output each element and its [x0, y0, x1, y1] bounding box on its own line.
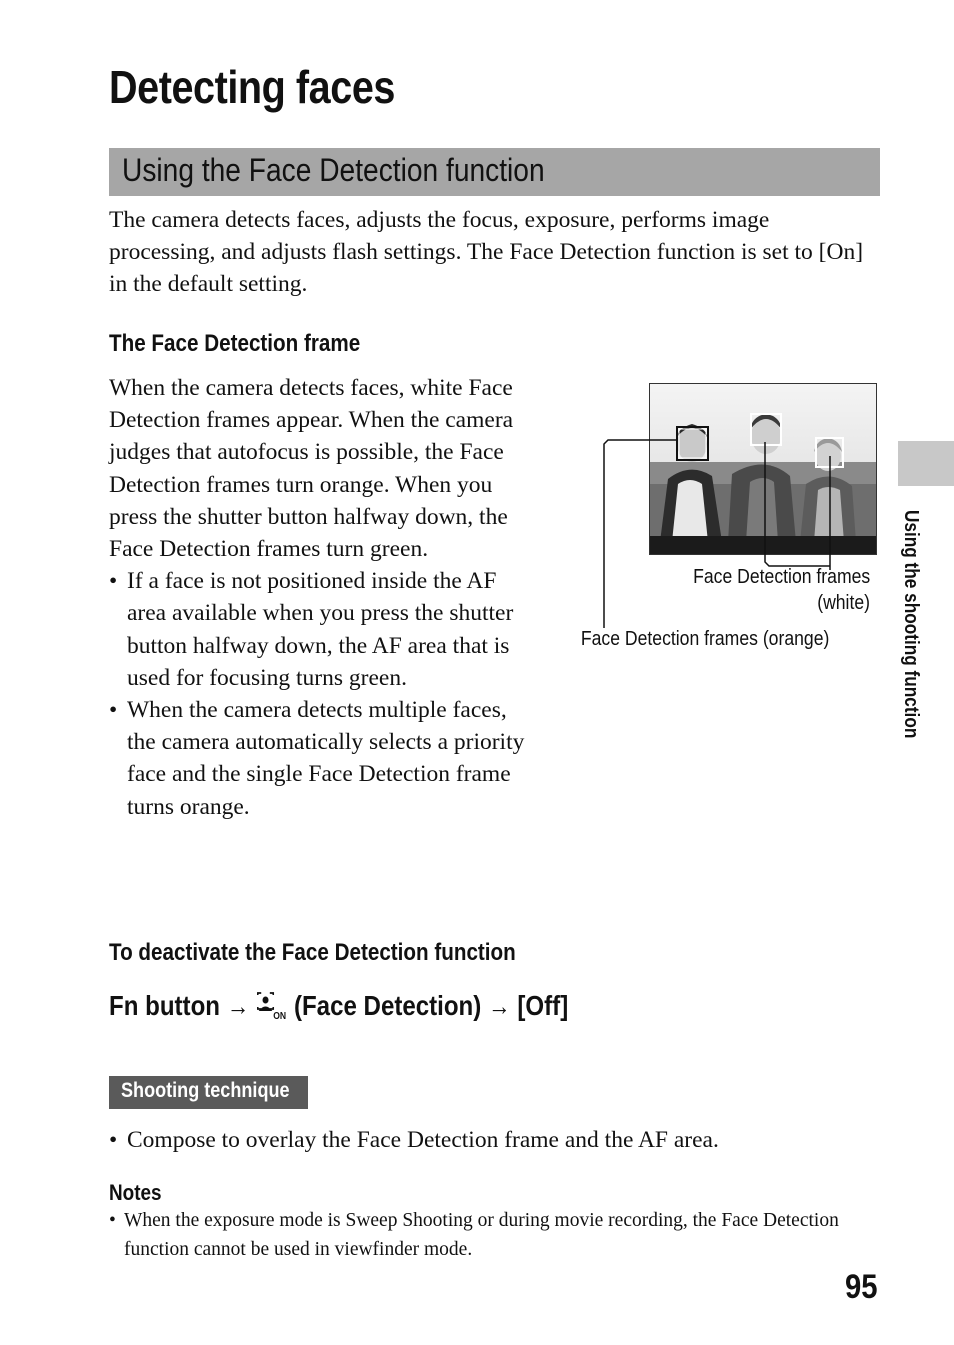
face-detection-on-icon: [256, 992, 287, 1020]
face-detection-frame-text: [109, 372, 539, 823]
arrow-right-icon: →: [488, 990, 511, 1021]
deactivate-heading: To deactivate the Face Detection function: [109, 939, 516, 966]
section-title: Using the Face Detection function: [122, 152, 545, 188]
page-title: Detecting faces: [109, 61, 395, 113]
caption-orange-frames: Face Detection frames (orange): [580, 628, 829, 650]
list-item: • If a face is not positioned inside the AF area available when you press the shutter button halfway down, the AF area that is used for focusing turns green.: [109, 565, 539, 694]
people-photo-illustration: [650, 384, 877, 555]
frame-description: When the camera detects faces, white Face Detection frames appear. When the camera judges that autofocus is possible, the Face Detection frames turn orange. When you press the shutter button halfway down, the Face Detection frames turn green.: [109, 375, 514, 563]
caption-white-frames: Face Detection frames: [692, 566, 870, 588]
svg-text:ON: ON: [273, 1010, 287, 1020]
side-tab-marker: [898, 441, 954, 486]
intro-paragraph: The camera detects faces, adjusts the focus, exposure, performs image processing, and adjusts flash settings. The Face Detection function is set to [On] in the default setting.: [109, 207, 864, 297]
chapter-label: Using the shooting function: [900, 510, 922, 739]
off-option-label: [Off]: [517, 990, 569, 1021]
list-item: • Compose to overlay the Face Detection frame and the AF area.: [109, 1124, 879, 1156]
list-item: • When the camera detects multiple faces, the camera automatically selects a priority face and the single Face Detection frame turns orange.: [109, 694, 539, 823]
shooting-technique-label: Shooting technique: [121, 1079, 290, 1102]
caption-white-label: (white): [817, 592, 870, 614]
notes-list: [109, 1206, 879, 1264]
face-detection-label: (Face Detection): [293, 990, 482, 1021]
face-detection-frame-heading: The Face Detection frame: [109, 330, 361, 357]
technique-list: [109, 1124, 879, 1156]
frame-bullet-list: [109, 565, 539, 823]
side-tab-label: [894, 510, 926, 800]
face-detection-photo: [649, 383, 877, 555]
page-number: 95: [845, 1268, 878, 1306]
list-item: • When the exposure mode is Sweep Shooting or during movie recording, the Face Detection function cannot be used in viewfinder mode.: [109, 1206, 879, 1264]
notes-heading: Notes: [109, 1180, 162, 1205]
arrow-right-icon: →: [226, 990, 250, 1021]
deactivate-instruction: [109, 990, 568, 1022]
fn-button-label: Fn button: [109, 990, 220, 1021]
